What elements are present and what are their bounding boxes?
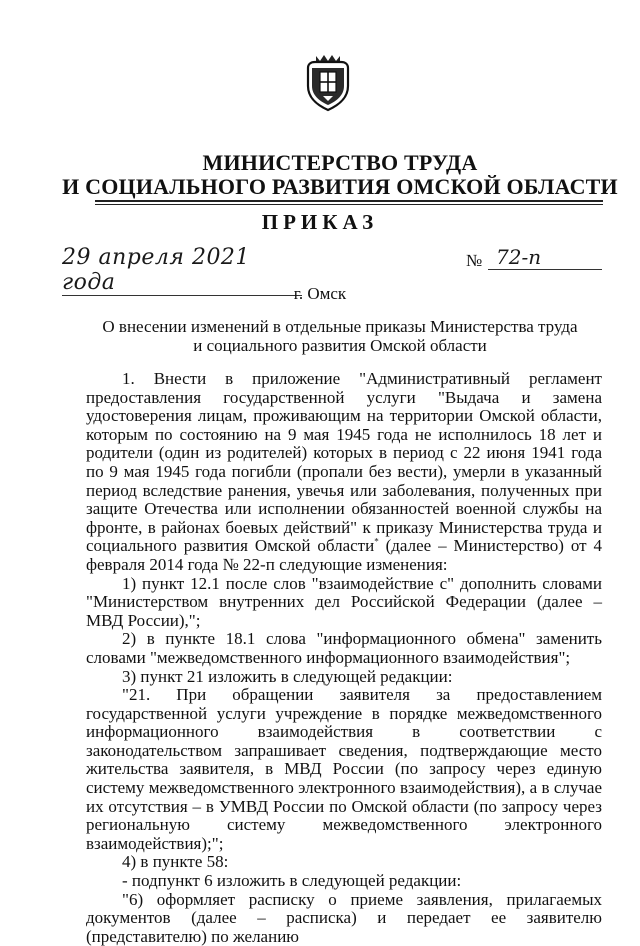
order-subject-line1: О внесении изменений в отдельные приказы Министерства труда: [102, 317, 578, 336]
coat-of-arms-emblem: [303, 52, 353, 112]
paragraph-subitem-2: 2) в пункте 18.1 слова "информационного обмена" заменить словами "межведомственного информационного взаимодействия";: [86, 629, 602, 667]
city-label: г. Омск: [293, 284, 347, 303]
order-subject: [90, 317, 590, 355]
paragraph-subpoint-6: "6) оформляет расписку о приеме заявления, прилагаемых документов (далее – расписка) и передает ее заявителю (представителю) по желанию: [86, 889, 602, 946]
order-subject-line2: и социального развития Омской области: [193, 336, 487, 355]
paragraph-subitem-4: 4) в пункте 58:: [122, 852, 229, 872]
paragraph-item-1-text: 1. Внести в приложение "Административный регламент предоставления государственной услуги "Выдача и замена удостоверения лицам, проживающим на территории Омской области, которым по состоянию на 9 мая 1945 года не исполнилось 18 лет и родители (один из родителей) которых в период с 22 июня 1941 года по 9 мая 1945 года погибли (пропали без вести), умерли в указанный период вследствие ранения, увечья или заболевания, полученных при защите Отечества или исполнении обязанностей военной службы на фронте, в районах боевых действий" к приказу Министерства труда и социального развития Омской области: [86, 369, 602, 556]
paragraph-point-21: "21. При обращении заявителя за предоставлением государственной услуги учреждение в порядке межведомственного информационного взаимодействия в соответствии с законодательством запрашивает сведения, подтверждающие место жительства заявителя, в МВД России (по запросу через единую систему межведомственного электронного взаимодействия), а в случае их отсутствия – в УМВД России по Омской области (по запросу через региональную систему межведомственного электронного взаимодействия);";: [86, 685, 602, 853]
paragraph-dash-item: - подпункт 6 изложить в следующей редакции:: [122, 871, 462, 891]
document-type-title: ПРИКАЗ: [261, 210, 379, 234]
order-body: [86, 370, 602, 946]
footnote-marker: *: [374, 536, 379, 547]
ministry-name-line1: МИНИСТЕРСТВО ТРУДА: [202, 150, 478, 175]
paragraph-subitem-3: 3) пункт 21 изложить в следующей редакции:: [122, 666, 453, 686]
order-number-sign: №: [466, 251, 483, 270]
paragraph-subitem-1: 1) пункт 12.1 после слов "взаимодействие с" дополнить словами "Министерством внутренних дел Российской Федерации (далее – МВД России),";: [86, 573, 602, 630]
order-number-handwritten: 72-п: [488, 245, 602, 270]
ministry-name-line2: И СОЦИАЛЬНОГО РАЗВИТИЯ ОМСКОЙ ОБЛАСТИ: [62, 174, 618, 199]
header-divider-thick: [95, 200, 603, 202]
paragraph-item-1: [86, 370, 602, 575]
header-divider-thin: [95, 204, 603, 205]
order-date-handwritten: 29 апреля 2021 года: [62, 245, 302, 296]
paragraph-item-1-tail: (далее – Министерство) от 4 февраля 2014 года № 22-п следующие изменения:: [86, 536, 602, 574]
